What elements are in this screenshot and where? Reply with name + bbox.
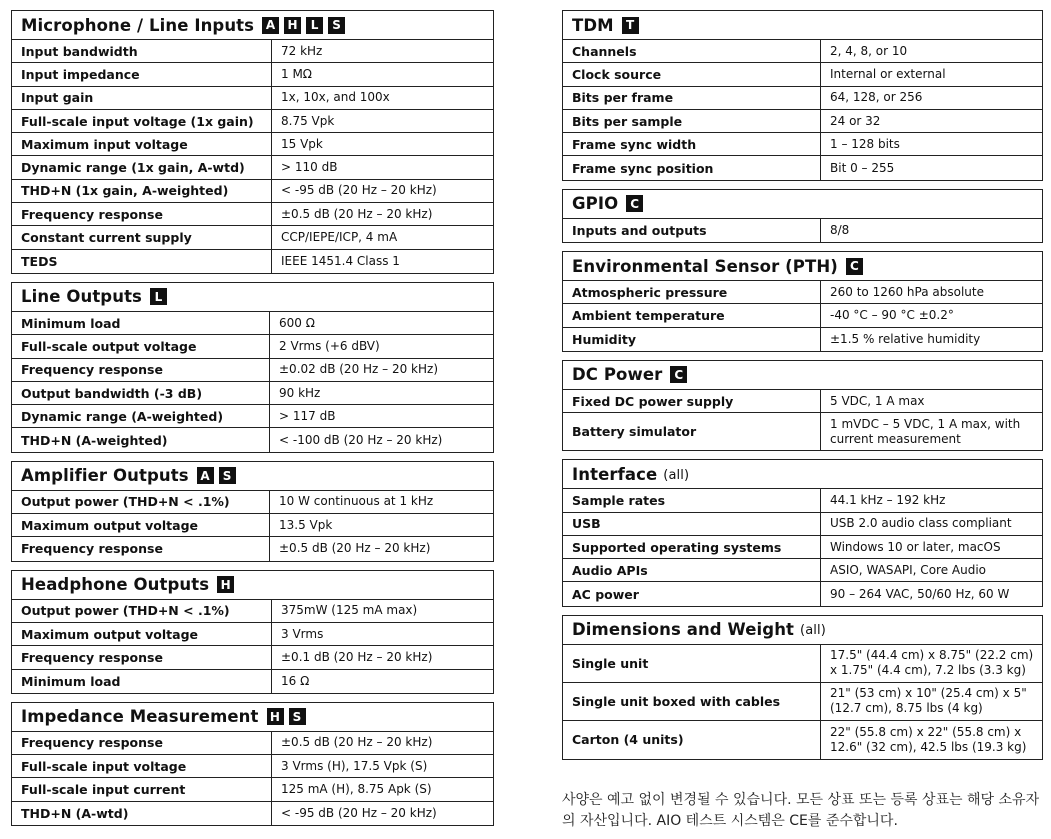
spec-label: Inputs and outputs — [563, 219, 821, 242]
spec-value: > 110 dB — [281, 160, 338, 175]
product-badge-t: T — [622, 17, 639, 34]
spec-row — [563, 645, 1042, 683]
spec-row — [12, 87, 493, 110]
product-badge-s: S — [289, 708, 306, 725]
section-header — [563, 11, 1042, 40]
spec-value: < -95 dB (20 Hz – 20 kHz) — [281, 183, 437, 198]
spec-row — [563, 513, 1042, 536]
spec-section-headphone-outputs — [11, 570, 494, 694]
spec-value: 15 Vpk — [281, 136, 323, 151]
spec-value: 8/8 — [830, 222, 850, 237]
section-title: Headphone Outputs — [21, 575, 210, 595]
spec-label: TEDS — [12, 250, 272, 273]
section-title: Dimensions and Weight — [572, 620, 795, 640]
product-badge-a: A — [197, 467, 214, 484]
spec-value: 1 mVDC – 5 VDC, 1 A max, with current measurement — [830, 416, 1021, 446]
spec-section-amplifier-outputs — [11, 461, 494, 562]
spec-value: 17.5" (44.4 cm) x 8.75" (22.2 cm) x 1.75" (4.4 cm), 7.2 lbs (3.3 kg) — [830, 648, 1034, 678]
section-header — [12, 11, 493, 40]
spec-value: 2 Vrms (+6 dBV) — [279, 338, 380, 353]
spec-row — [563, 582, 1042, 605]
spec-label: Frame sync width — [563, 133, 821, 155]
spec-row — [12, 382, 493, 405]
product-badges — [217, 576, 239, 593]
spec-value: 8.75 Vpk — [281, 113, 335, 128]
spec-label: Bits per sample — [563, 110, 821, 132]
spec-row — [12, 646, 493, 669]
spec-row — [12, 778, 493, 801]
spec-row — [12, 250, 493, 273]
product-badges — [262, 17, 350, 34]
spec-label: Full-scale input voltage (1x gain) — [12, 110, 272, 132]
spec-label: Frequency response — [12, 537, 270, 560]
product-badge-l: L — [306, 17, 323, 34]
spec-label: Bits per frame — [563, 87, 821, 109]
spec-value: 3 Vrms — [281, 626, 324, 641]
spec-label: Minimum load — [12, 312, 270, 334]
product-badges — [150, 288, 172, 305]
spec-row — [12, 802, 493, 825]
spec-value: 24 or 32 — [830, 113, 881, 128]
spec-row — [563, 219, 1042, 242]
spec-section-microphone-line-inputs — [11, 10, 494, 274]
spec-section-dimensions-and-weight — [562, 615, 1043, 760]
spec-label: Full-scale output voltage — [12, 335, 270, 357]
spec-value: CCP/IEPE/ICP, 4 mA — [281, 230, 398, 245]
spec-value: 600 Ω — [279, 315, 315, 330]
product-badge-c: C — [670, 366, 687, 383]
right-column — [562, 10, 1043, 768]
spec-row — [563, 536, 1042, 559]
spec-row — [12, 180, 493, 203]
spec-label: Maximum output voltage — [12, 623, 272, 645]
spec-value: < -100 dB (20 Hz – 20 kHz) — [279, 432, 443, 447]
spec-value: 1 MΩ — [281, 66, 312, 81]
spec-value: Windows 10 or later, macOS — [830, 539, 1001, 554]
spec-label: Frequency response — [12, 359, 270, 381]
spec-value: IEEE 1451.4 Class 1 — [281, 253, 400, 268]
spec-row — [563, 87, 1042, 110]
spec-row — [563, 40, 1042, 63]
spec-row — [12, 600, 493, 623]
product-badge-h: H — [284, 17, 301, 34]
spec-value: 125 mA (H), 8.75 Apk (S) — [281, 782, 432, 797]
section-title: DC Power — [572, 365, 663, 385]
spec-label: Full-scale input current — [12, 778, 272, 800]
spec-label: Supported operating systems — [563, 536, 821, 558]
spec-row — [12, 491, 493, 514]
product-badge-h: H — [217, 576, 234, 593]
spec-section-gpio — [562, 189, 1043, 243]
spec-label: Single unit — [563, 645, 821, 682]
product-badge-l: L — [150, 288, 167, 305]
footer-note: 사양은 예고 없이 변경될 수 있습니다. 모든 상표 또는 등록 상표는 해당 소유자의 자산입니다. AIO 테스트 시스템은 CE를 준수합니다. — [562, 792, 1040, 829]
product-badges — [197, 467, 241, 484]
spec-row — [563, 328, 1042, 351]
product-badge-a: A — [262, 17, 279, 34]
spec-row — [12, 110, 493, 133]
section-header — [12, 462, 493, 491]
section-note: (all) — [800, 623, 826, 639]
spec-row — [12, 312, 493, 335]
spec-label: Output bandwidth (-3 dB) — [12, 382, 270, 404]
spec-section-tdm — [562, 10, 1043, 181]
section-header — [563, 460, 1042, 489]
section-header — [563, 190, 1042, 219]
section-header — [563, 361, 1042, 390]
spec-row — [12, 732, 493, 755]
spec-value: 90 kHz — [279, 385, 321, 400]
spec-label: Battery simulator — [563, 413, 821, 450]
spec-section-environmental-sensor-pth — [562, 251, 1043, 352]
spec-row — [12, 226, 493, 249]
spec-label: Clock source — [563, 63, 821, 85]
product-badges — [846, 258, 868, 275]
product-badge-h: H — [267, 708, 284, 725]
spec-row — [563, 63, 1042, 86]
spec-label: Maximum output voltage — [12, 514, 270, 536]
spec-value: 64, 128, or 256 — [830, 90, 923, 105]
section-title: Environmental Sensor (PTH) — [572, 256, 838, 276]
spec-label: Input gain — [12, 87, 272, 109]
spec-value: Bit 0 – 255 — [830, 160, 895, 175]
product-badges — [622, 17, 644, 34]
section-title: Impedance Measurement — [21, 707, 259, 727]
spec-row — [563, 110, 1042, 133]
section-title: Amplifier Outputs — [21, 466, 189, 486]
spec-row — [563, 721, 1042, 759]
spec-row — [563, 559, 1042, 582]
section-title: Microphone / Line Inputs — [21, 15, 255, 35]
spec-value: 260 to 1260 hPa absolute — [830, 284, 984, 299]
product-badge-s: S — [328, 17, 345, 34]
spec-label: USB — [563, 513, 821, 535]
spec-section-impedance-measurement — [11, 702, 494, 826]
spec-value: Internal or external — [830, 66, 946, 81]
spec-section-interface — [562, 459, 1043, 606]
spec-label: Frequency response — [12, 646, 272, 668]
spec-label: Constant current supply — [12, 226, 272, 248]
left-column — [11, 10, 494, 834]
spec-row — [563, 390, 1042, 413]
spec-row — [12, 359, 493, 382]
spec-label: Output power (THD+N < .1%) — [12, 491, 270, 513]
spec-label: Minimum load — [12, 670, 272, 693]
section-title: Line Outputs — [21, 287, 142, 307]
spec-value: 22" (55.8 cm) x 22" (55.8 cm) x 12.6" (32 cm), 42.5 lbs (19.3 kg) — [830, 724, 1027, 754]
spec-value: 1x, 10x, and 100x — [281, 90, 390, 105]
spec-row — [563, 304, 1042, 327]
spec-row — [12, 335, 493, 358]
spec-value: 375mW (125 mA max) — [281, 603, 418, 618]
spec-value: 5 VDC, 1 A max — [830, 393, 925, 408]
spec-value: 10 W continuous at 1 kHz — [279, 494, 434, 509]
spec-label: AC power — [563, 582, 821, 605]
spec-value: < -95 dB (20 Hz – 20 kHz) — [281, 805, 437, 820]
spec-label: Output power (THD+N < .1%) — [12, 600, 272, 622]
spec-row — [12, 670, 493, 693]
spec-value: 21" (53 cm) x 10" (25.4 cm) x 5" (12.7 cm), 8.75 lbs (4 kg) — [830, 686, 1027, 716]
product-badge-s: S — [219, 467, 236, 484]
spec-row — [12, 203, 493, 226]
product-badge-c: C — [846, 258, 863, 275]
spec-value: ±0.1 dB (20 Hz – 20 kHz) — [281, 649, 433, 664]
spec-value: ±0.5 dB (20 Hz – 20 kHz) — [279, 541, 431, 556]
spec-label: Ambient temperature — [563, 304, 821, 326]
spec-value: ASIO, WASAPI, Core Audio — [830, 562, 987, 577]
spec-label: Humidity — [563, 328, 821, 351]
spec-value: 13.5 Vpk — [279, 517, 333, 532]
section-note: (all) — [663, 467, 690, 483]
spec-row — [563, 156, 1042, 179]
spec-label: Input impedance — [12, 63, 272, 85]
spec-label: Channels — [563, 40, 821, 62]
spec-row — [12, 537, 493, 560]
spec-label: THD+N (A-weighted) — [12, 428, 270, 451]
spec-value: 1 – 128 bits — [830, 136, 900, 151]
spec-row — [563, 413, 1042, 450]
spec-label: Atmospheric pressure — [563, 281, 821, 303]
spec-row — [12, 133, 493, 156]
spec-value: ±0.5 dB (20 Hz – 20 kHz) — [281, 735, 433, 750]
spec-value: 72 kHz — [281, 43, 323, 58]
product-badge-c: C — [626, 195, 643, 212]
spec-label: THD+N (A-wtd) — [12, 802, 272, 825]
spec-label: Dynamic range (1x gain, A-wtd) — [12, 156, 272, 178]
section-title: GPIO — [572, 194, 619, 214]
spec-row — [12, 156, 493, 179]
spec-value: 3 Vrms (H), 17.5 Vpk (S) — [281, 758, 428, 773]
spec-value: ±0.02 dB (20 Hz – 20 kHz) — [279, 362, 439, 377]
spec-row — [12, 514, 493, 537]
spec-label: Full-scale input voltage — [12, 755, 272, 777]
spec-label: Input bandwidth — [12, 40, 272, 62]
spec-row — [563, 683, 1042, 721]
spec-value: 2, 4, 8, or 10 — [830, 43, 908, 58]
spec-value: 90 – 264 VAC, 50/60 Hz, 60 W — [830, 586, 1010, 601]
spec-row — [12, 405, 493, 428]
section-header — [12, 703, 493, 732]
spec-label: Audio APIs — [563, 559, 821, 581]
section-title: Interface — [572, 464, 658, 484]
spec-row — [563, 489, 1042, 512]
spec-label: THD+N (1x gain, A-weighted) — [12, 180, 272, 202]
spec-row — [12, 40, 493, 63]
section-header — [12, 571, 493, 600]
spec-row — [563, 133, 1042, 156]
spec-row — [12, 428, 493, 451]
section-header — [12, 283, 493, 312]
spec-value: ±1.5 % relative humidity — [830, 331, 981, 346]
spec-label: Frame sync position — [563, 156, 821, 179]
spec-label: Dynamic range (A-weighted) — [12, 405, 270, 427]
spec-label: Sample rates — [563, 489, 821, 511]
spec-value: USB 2.0 audio class compliant — [830, 516, 1012, 531]
spec-value: 16 Ω — [281, 673, 310, 688]
section-header — [563, 616, 1042, 645]
section-title: TDM — [572, 15, 614, 35]
product-badges — [626, 195, 648, 212]
spec-label: Maximum input voltage — [12, 133, 272, 155]
spec-label: Fixed DC power supply — [563, 390, 821, 412]
spec-value: 44.1 kHz – 192 kHz — [830, 492, 946, 507]
spec-row — [12, 63, 493, 86]
spec-row — [12, 755, 493, 778]
product-badges — [267, 708, 311, 725]
spec-label: Carton (4 units) — [563, 721, 821, 759]
spec-value: -40 °C – 90 °C ±0.2° — [830, 308, 954, 323]
spec-row — [563, 281, 1042, 304]
spec-label: Frequency response — [12, 203, 272, 225]
spec-section-line-outputs — [11, 282, 494, 453]
spec-value: ±0.5 dB (20 Hz – 20 kHz) — [281, 206, 433, 221]
spec-row — [12, 623, 493, 646]
spec-value: > 117 dB — [279, 408, 336, 423]
spec-label: Single unit boxed with cables — [563, 683, 821, 720]
spec-label: Frequency response — [12, 732, 272, 754]
section-header — [563, 252, 1042, 281]
product-badges — [670, 366, 692, 383]
spec-section-dc-power — [562, 360, 1043, 451]
